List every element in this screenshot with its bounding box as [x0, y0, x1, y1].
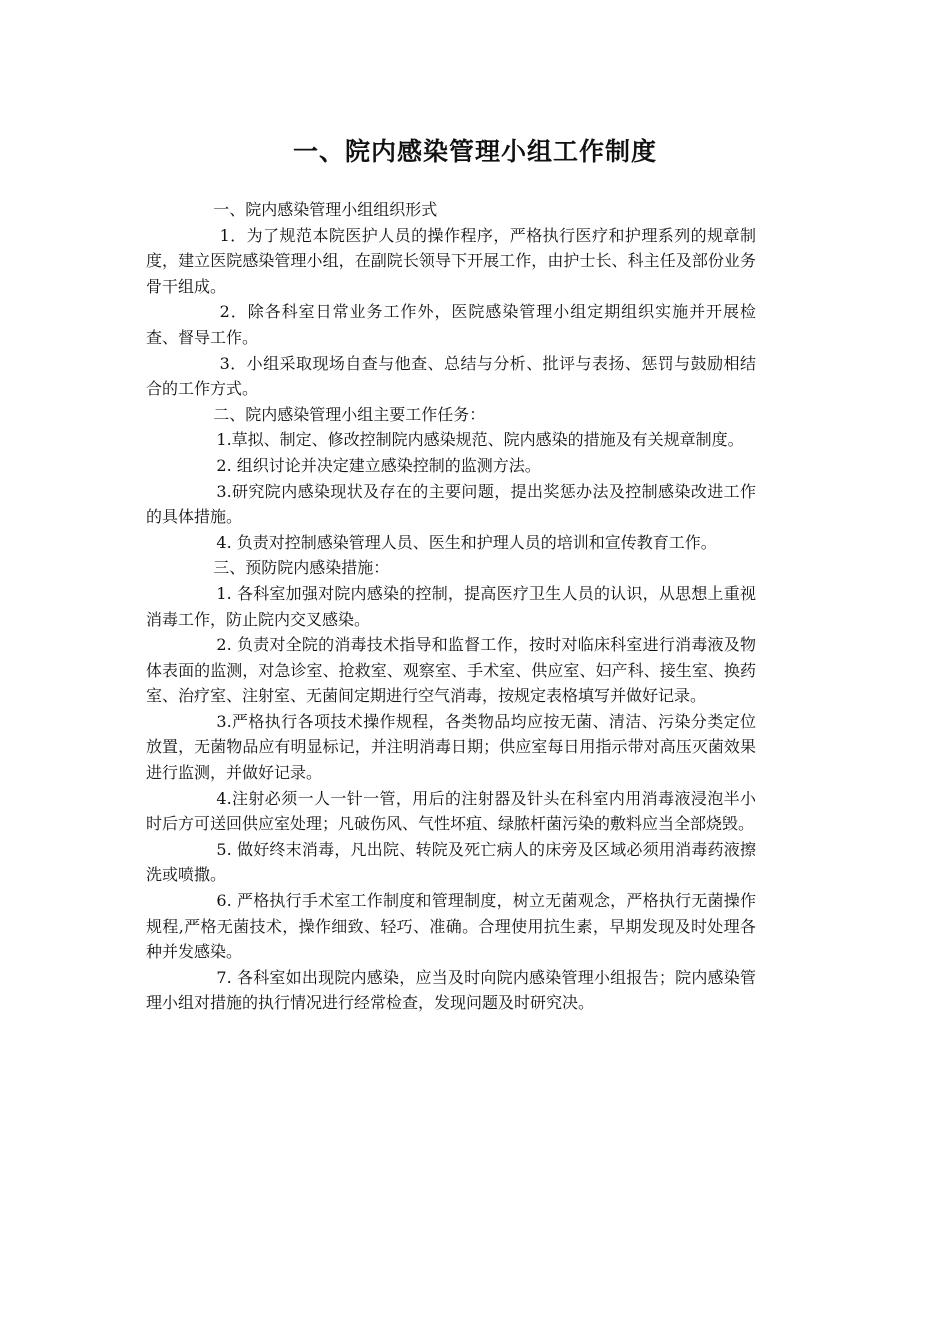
paragraph: 6. 严格执行手术室工作制度和管理制度，树立无菌观念，严格执行无菌操作规程,严格无菌技术，操作细致、轻巧、准确。合理使用抗生素，早期发现及时处理各种并发感染。	[146, 891, 756, 962]
paragraph: 3.研究院内感染现状及存在的主要问题，提出奖惩办法及控制感染改进工作的具体措施。	[146, 481, 756, 527]
paragraph: 1.草拟、制定、修改控制院内感染规范、院内感染的措施及有关规章制度。	[216, 430, 744, 450]
paragraph: 5. 做好终末消毒，凡出院、转院及死亡病人的床旁及区域必须用消毒药液擦洗或喷撒。	[146, 839, 756, 885]
document-body	[146, 197, 756, 1016]
paragraph: 4. 负责对控制感染管理人员、医生和护理人员的培训和宣传教育工作。	[216, 532, 717, 552]
paragraph: 2. 负责对全院的消毒技术指导和监督工作，按时对临床科室进行消毒液及物体表面的监测，对急诊室、抢救室、观察室、手术室、供应室、妇产科、接生室、换药室、治疗室、注射室、无菌间定期进行空气消毒，按规定表格填写并做好记录。	[146, 635, 756, 706]
paragraph: 7. 各科室如出现院内感染，应当及时向院内感染管理小组报告；院内感染管理小组对措施的执行情况进行经常检查，发现问题及时研究决。	[146, 967, 756, 1013]
paragraph: 1. 各科室加强对院内感染的控制，提高医疗卫生人员的认识，从思想上重视消毒工作，防止院内交叉感染。	[146, 583, 756, 629]
section-heading: 三、预防院内感染措施：	[213, 558, 390, 578]
paragraph: 3．小组采取现场自查与他查、总结与分析、批评与表扬、惩罚与鼓励相结合的工作方式。	[146, 353, 756, 399]
paragraph: 2. 组织讨论并决定建立感染控制的监测方法。	[216, 455, 541, 475]
paragraph: 4.注射必须一人一针一管，用后的注射器及针头在科室内用消毒液浸泡半小时后方可送回供应室处理；凡破伤风、气性坏疽、绿脓杆菌污染的敷料应当全部烧毁。	[146, 788, 756, 834]
document-title: 一、院内感染管理小组工作制度	[292, 137, 657, 166]
paragraph: 2．除各科室日常业务工作外，医院感染管理小组定期组织实施并开展检查、督导工作。	[146, 302, 756, 347]
section-heading: 二、院内感染管理小组主要工作任务：	[213, 404, 486, 424]
paragraph: 1．为了规范本院医护人员的操作程序，严格执行医疗和护理系列的规章制度，建立医院感染管理小组，在副院长领导下开展工作，由护士长、科主任及部份业务骨干组成。	[146, 225, 756, 296]
section-heading: 一、院内感染管理小组组织形式	[213, 200, 438, 219]
paragraph: 3.严格执行各项技术操作规程，各类物品均应按无菌、清洁、污染分类定位放置，无菌物品应有明显标记，并注明消毒日期；供应室每日用指示带对高压灭菌效果进行监测，并做好记录。	[146, 711, 756, 783]
